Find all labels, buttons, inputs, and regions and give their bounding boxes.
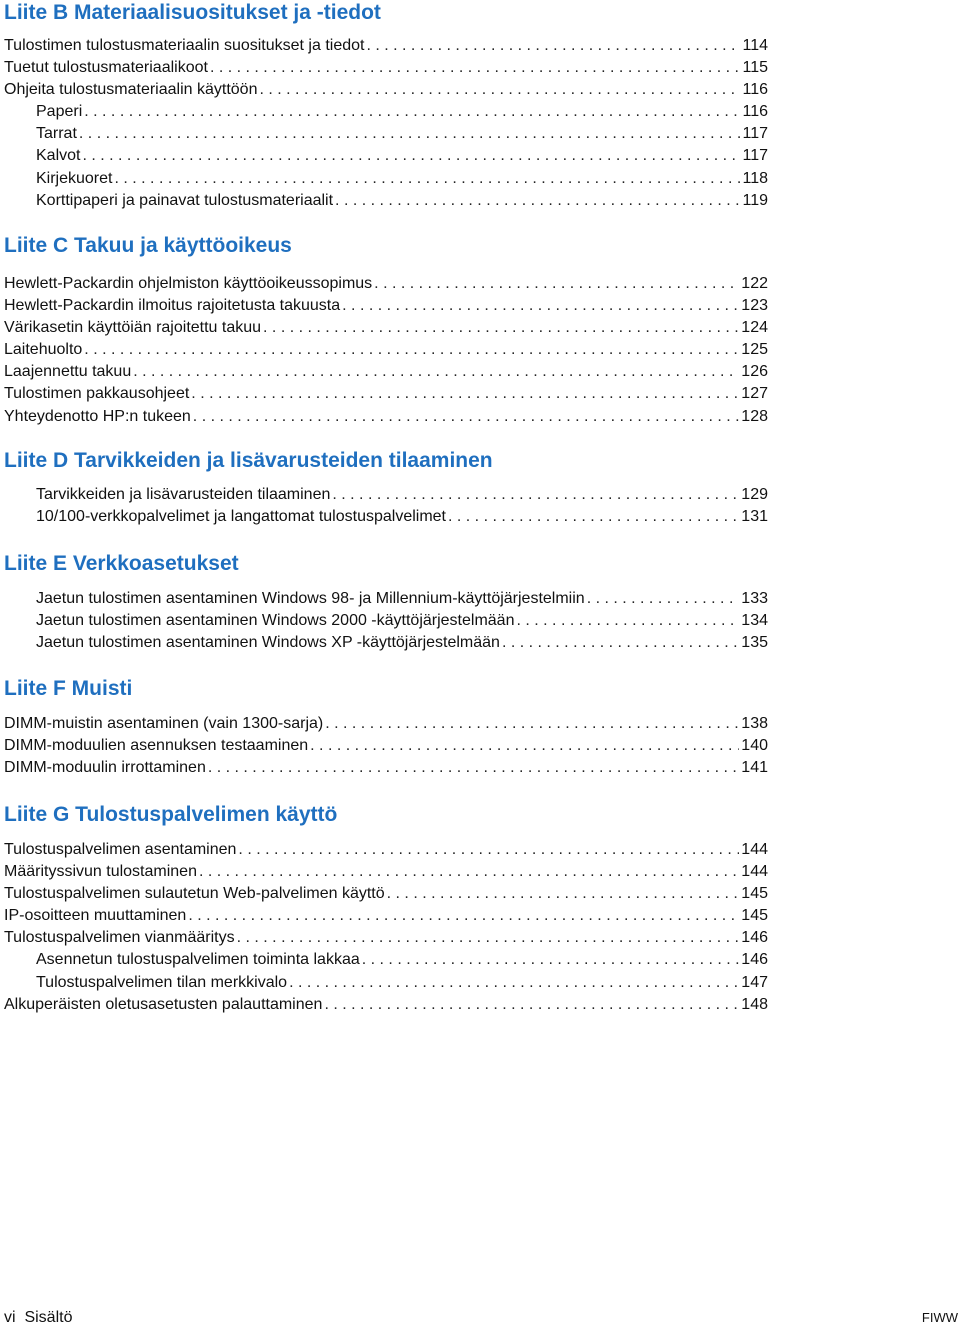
leader-dots [114, 168, 740, 190]
toc-entry[interactable] [4, 168, 768, 190]
toc-entry-page: 125 [741, 341, 768, 359]
toc-entry-page: 144 [741, 863, 768, 881]
toc-entry-page: 135 [741, 634, 768, 652]
toc-entry[interactable] [4, 145, 768, 167]
toc-entry-text: Tulostimen tulostusmateriaalin suositukset ja tiedot [4, 37, 365, 54]
leader-dots [193, 406, 740, 428]
toc-entry-text: IP-osoitteen muuttaminen [4, 907, 187, 925]
leader-dots [84, 339, 739, 361]
leader-dots [587, 588, 740, 610]
toc-entry-page: 118 [742, 169, 768, 187]
page-footer-right [922, 1308, 958, 1328]
toc-entry[interactable] [4, 101, 768, 123]
leader-dots [374, 273, 739, 295]
leader-dots [133, 361, 739, 383]
leader-dots [191, 383, 739, 405]
section-title-b: Liite B Materiaalisuositukset ja -tiedot [4, 1, 381, 24]
toc-entry[interactable] [4, 927, 768, 949]
leader-dots [188, 905, 739, 927]
leader-dots [84, 101, 740, 123]
toc-entry-page: 123 [741, 297, 768, 315]
section-title-f: Liite F Muisti [4, 677, 133, 700]
leader-dots [79, 123, 741, 145]
toc-entry-text: Tulostuspalvelimen sulautetun Web-palvelimen käyttö [4, 885, 385, 903]
toc-entry[interactable] [4, 484, 768, 506]
toc-entry-text: Korttipaperi ja painavat tulostusmateriaalit [36, 191, 334, 209]
leader-dots [324, 994, 739, 1016]
toc-entry-page: 115 [742, 59, 768, 77]
page-footer-left [4, 1308, 72, 1328]
toc-entry[interactable] [4, 861, 768, 883]
section-g-entries [4, 839, 768, 1016]
toc-entry-text: Jaetun tulostimen asentaminen Windows XP -käyttöjärjestelmään [36, 634, 500, 652]
toc-entry-page: 147 [741, 973, 768, 991]
toc-entry-page: 128 [741, 407, 768, 425]
section-b-entries [4, 35, 768, 212]
toc-entry-page: 140 [741, 737, 768, 755]
toc-entry-page: 146 [741, 951, 768, 969]
toc-entry-page: 146 [741, 929, 768, 947]
toc-entry[interactable] [4, 883, 768, 905]
toc-entry-text: Laitehuolto [4, 341, 83, 359]
toc-entry-text: DIMM-muistin asentaminen (vain 1300-sarja) [4, 715, 324, 732]
toc-entry[interactable] [4, 406, 768, 428]
toc-entry-page: 138 [741, 715, 768, 732]
toc-entry[interactable] [4, 273, 768, 295]
toc-entry[interactable] [4, 295, 768, 317]
toc-entry[interactable] [4, 632, 768, 654]
toc-entry-text: Värikasetin käyttöiän rajoitettu takuu [4, 319, 262, 337]
toc-entry-text: Jaetun tulostimen asentaminen Windows 98- ja Millennium-käyttöjärjestelmiin [36, 590, 585, 607]
section-title-e: Liite E Verkkoasetukset [4, 552, 239, 575]
toc-entry-text: Asennetun tulostuspalvelimen toiminta lakkaa [36, 951, 360, 969]
toc-entry-text: 10/100-verkkopalvelimet ja langattomat tulostuspalvelimet [36, 508, 446, 526]
toc-entry-page: 114 [742, 37, 768, 54]
section-c-entries [4, 273, 768, 428]
leader-dots [237, 927, 740, 949]
toc-entry-page: 119 [742, 191, 768, 209]
toc-entry[interactable] [4, 79, 768, 101]
toc-entry-page: 129 [741, 486, 768, 503]
leader-dots [325, 713, 739, 735]
section-title-c: Liite C Takuu ja käyttöoikeus [4, 234, 292, 257]
toc-entry-page: 116 [742, 81, 768, 99]
toc-entry-page: 141 [741, 759, 768, 777]
toc-entry-text: Tulostuspalvelimen asentaminen [4, 841, 237, 858]
toc-entry[interactable] [4, 949, 768, 971]
toc-entry[interactable] [4, 35, 768, 57]
toc-entry[interactable] [4, 383, 768, 405]
leader-dots [259, 79, 740, 101]
leader-dots [310, 735, 739, 757]
toc-entry[interactable] [4, 839, 768, 861]
leader-dots [366, 35, 740, 57]
leader-dots [238, 839, 739, 861]
toc-entry[interactable] [4, 588, 768, 610]
toc-entry-page: 117 [742, 125, 768, 143]
toc-entry-page: 133 [741, 590, 768, 607]
toc-entry[interactable] [4, 994, 768, 1016]
leader-dots [210, 57, 741, 79]
toc-entry[interactable] [4, 317, 768, 339]
leader-dots [199, 861, 739, 883]
toc-entry-page: 145 [741, 885, 768, 903]
toc-entry-text: DIMM-moduulien asennuksen testaaminen [4, 737, 309, 755]
toc-entry-page: 126 [741, 363, 768, 381]
toc-entry[interactable] [4, 610, 768, 632]
toc-entry[interactable] [4, 506, 768, 528]
leader-dots [448, 506, 739, 528]
toc-entry-text: DIMM-moduulin irrottaminen [4, 759, 206, 777]
leader-dots [263, 317, 739, 339]
footer-page-number: vi [4, 1309, 16, 1326]
toc-entry-text: Alkuperäisten oletusasetusten palauttaminen [4, 995, 323, 1013]
toc-entry[interactable] [4, 757, 768, 779]
toc-entry-page: 116 [742, 103, 768, 121]
toc-entry-text: Tarvikkeiden ja lisävarusteiden tilaaminen [36, 486, 331, 503]
toc-entry-text: Laajennettu takuu [4, 363, 132, 381]
leader-dots [362, 949, 740, 971]
toc-entry[interactable] [4, 905, 768, 927]
toc-entry-text: Tarrat [36, 125, 77, 143]
toc-entry-page: 127 [741, 385, 768, 403]
section-e-entries [4, 588, 768, 654]
toc-entry[interactable] [4, 972, 768, 994]
leader-dots [387, 883, 740, 905]
toc-entry-text: Tulostimen pakkausohjeet [4, 385, 190, 403]
toc-entry-text: Paperi [36, 103, 83, 121]
toc-entry-page: 144 [741, 841, 768, 858]
toc-entry-page: 148 [741, 995, 768, 1013]
toc-entry[interactable] [4, 361, 768, 383]
toc-entry-text: Hewlett-Packardin ohjelmiston käyttöoikeussopimus [4, 275, 373, 292]
toc-entry-text: Yhteydenotto HP:n tukeen [4, 407, 191, 425]
toc-entry-page: 117 [742, 147, 768, 165]
leader-dots [289, 972, 739, 994]
section-f-entries [4, 713, 768, 779]
leader-dots [332, 484, 739, 506]
toc-entry-text: Ohjeita tulostusmateriaalin käyttöön [4, 81, 258, 99]
section-title-g: Liite G Tulostuspalvelimen käyttö [4, 803, 338, 826]
toc-entry-text: Tulostuspalvelimen tilan merkkivalo [36, 973, 288, 991]
toc-entry[interactable] [4, 713, 768, 735]
toc-entry-text: Jaetun tulostimen asentaminen Windows 2000 -käyttöjärjestelmään [36, 612, 515, 630]
toc-entry-page: 131 [741, 508, 768, 526]
section-title-d: Liite D Tarvikkeiden ja lisävarusteiden tilaaminen [4, 449, 493, 472]
toc-entry-text: Kalvot [36, 147, 81, 165]
toc-entry-page: 145 [741, 907, 768, 925]
toc-entry-page: 122 [741, 275, 768, 292]
toc-entry[interactable] [4, 123, 768, 145]
toc-entry[interactable] [4, 57, 768, 79]
footer-section-name: Sisältö [24, 1309, 73, 1326]
toc-entry[interactable] [4, 190, 768, 212]
leader-dots [82, 145, 740, 167]
toc-entry-text: Määrityssivun tulostaminen [4, 863, 197, 881]
section-d-entries [4, 484, 768, 528]
leader-dots [502, 632, 739, 654]
toc-entry-text: Hewlett-Packardin ilmoitus rajoitetusta takuusta [4, 297, 341, 315]
toc-entry[interactable] [4, 339, 768, 361]
toc-entry-text: Kirjekuoret [36, 169, 113, 187]
leader-dots [208, 757, 739, 779]
toc-entry[interactable] [4, 735, 768, 757]
toc-entry-text: Tulostuspalvelimen vianmääritys [4, 929, 235, 947]
toc-entry-text: Tuetut tulostusmateriaalikoot [4, 59, 208, 77]
leader-dots [342, 295, 739, 317]
leader-dots [335, 190, 740, 212]
toc-entry-page: 124 [741, 319, 768, 337]
toc-entry-page: 134 [741, 612, 768, 630]
footer-doc-code: FIWW [921, 1310, 958, 1325]
leader-dots [516, 610, 739, 632]
